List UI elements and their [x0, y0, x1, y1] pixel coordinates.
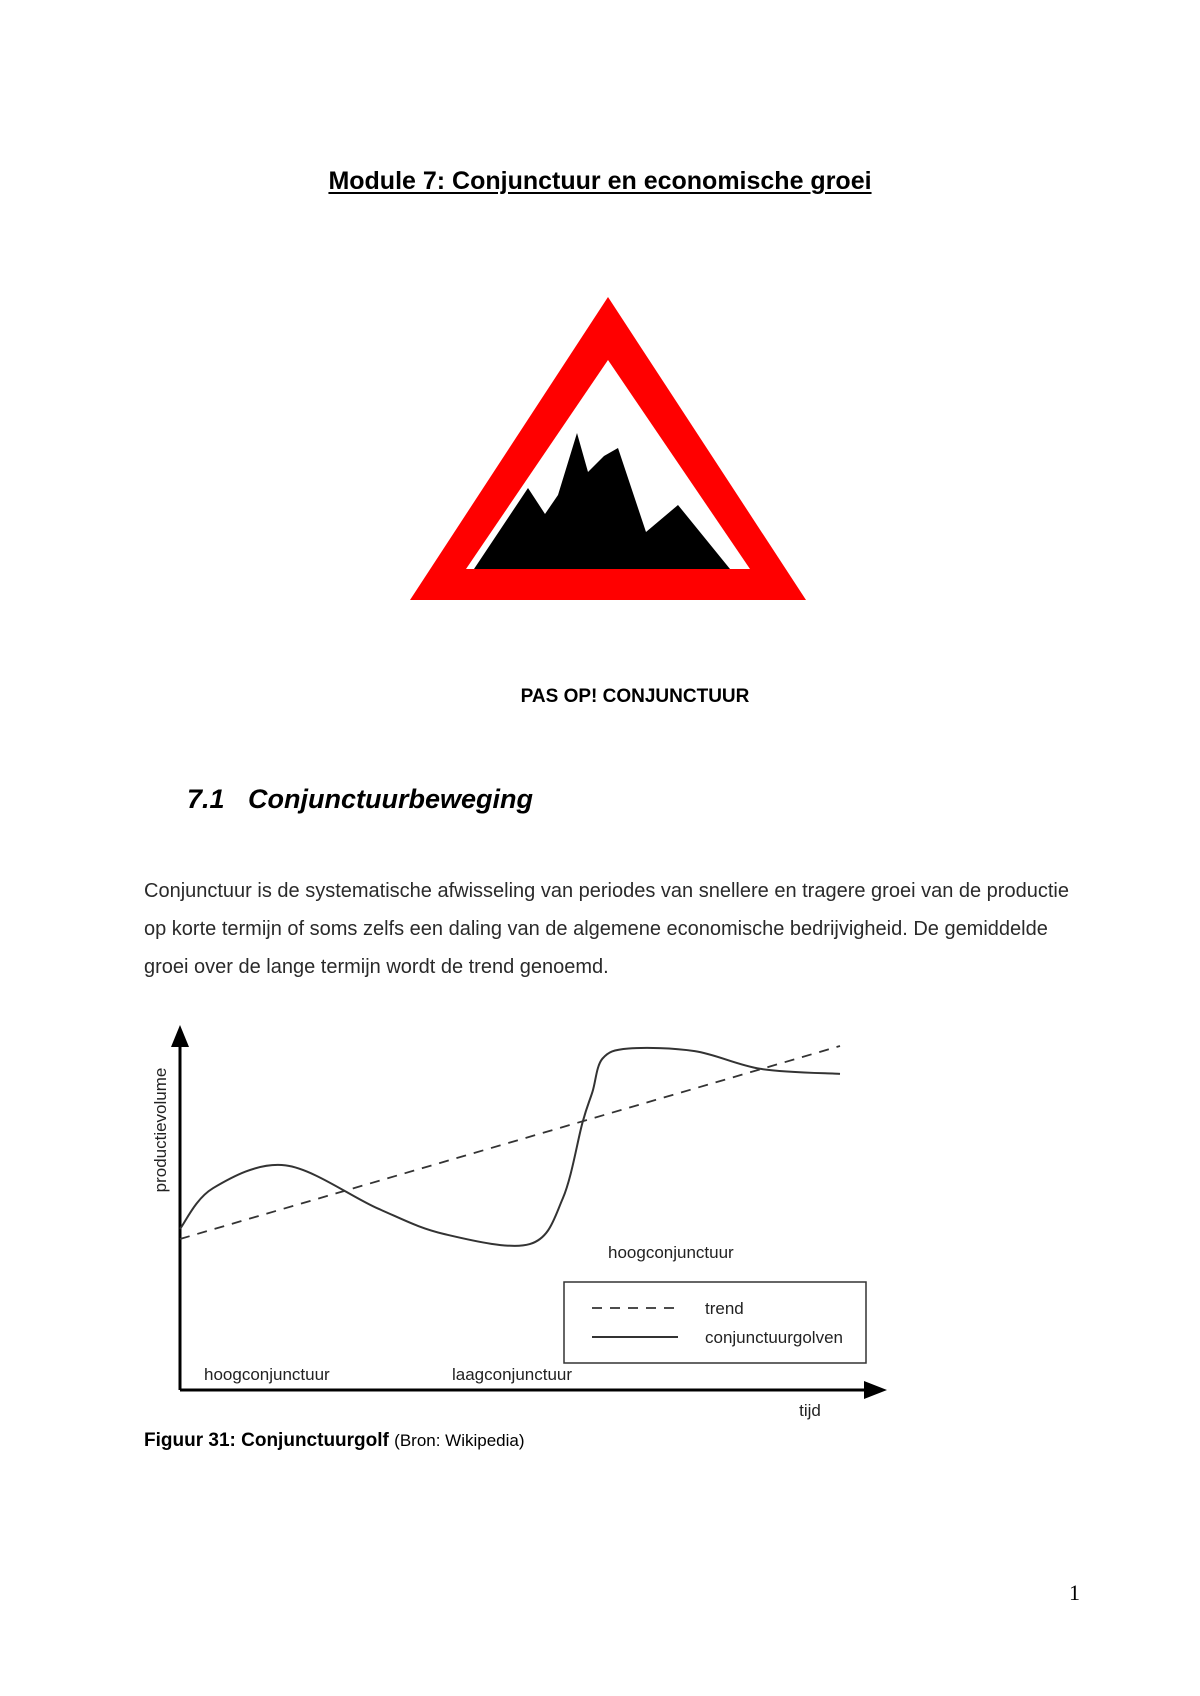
section-title: Conjunctuurbeweging [248, 784, 533, 814]
legend-cycle-label: conjunctuurgolven [705, 1328, 843, 1347]
intro-paragraph: Conjunctuur is de systematische afwisseling van periodes van snellere en tragere groei van de productie op korte termijn of soms zelfs een daling van de algemene economische bedrijvigheid. De gemiddelde groei over de lange termijn wordt de trend genoemd. [144, 880, 1069, 978]
sign-caption: PAS OP! CONJUNCTUUR [520, 686, 750, 707]
mountain-warning-sign-icon [408, 292, 808, 602]
section-heading [187, 782, 533, 816]
annotation-hoogconjunctuur-1: hoogconjunctuur [204, 1365, 330, 1384]
y-axis-arrow [171, 1025, 189, 1047]
annotation-hoogconjunctuur-2: hoogconjunctuur [608, 1243, 734, 1262]
x-axis-arrow [864, 1381, 887, 1399]
figure-name: Conjunctuurgolf [241, 1430, 389, 1451]
page-number: 1 [1069, 1580, 1080, 1605]
figure-source: (Bron: Wikipedia) [394, 1431, 525, 1450]
document-title: Module 7: Conjunctuur en economische groei [328, 167, 872, 195]
legend-box [564, 1282, 866, 1363]
conjunctuurgolven-line [180, 1048, 840, 1246]
section-number: 7.1 [187, 784, 225, 814]
figure-caption [144, 1429, 525, 1453]
business-cycle-chart [130, 1020, 890, 1420]
trend-line [180, 1046, 840, 1239]
y-axis-label: productievolume [151, 1067, 170, 1193]
annotation-laagconjunctuur: laagconjunctuur [452, 1365, 573, 1384]
figure-label: Figuur 31: [144, 1430, 236, 1451]
x-axis-label: tijd [799, 1401, 821, 1420]
legend-trend-label: trend [705, 1299, 744, 1318]
